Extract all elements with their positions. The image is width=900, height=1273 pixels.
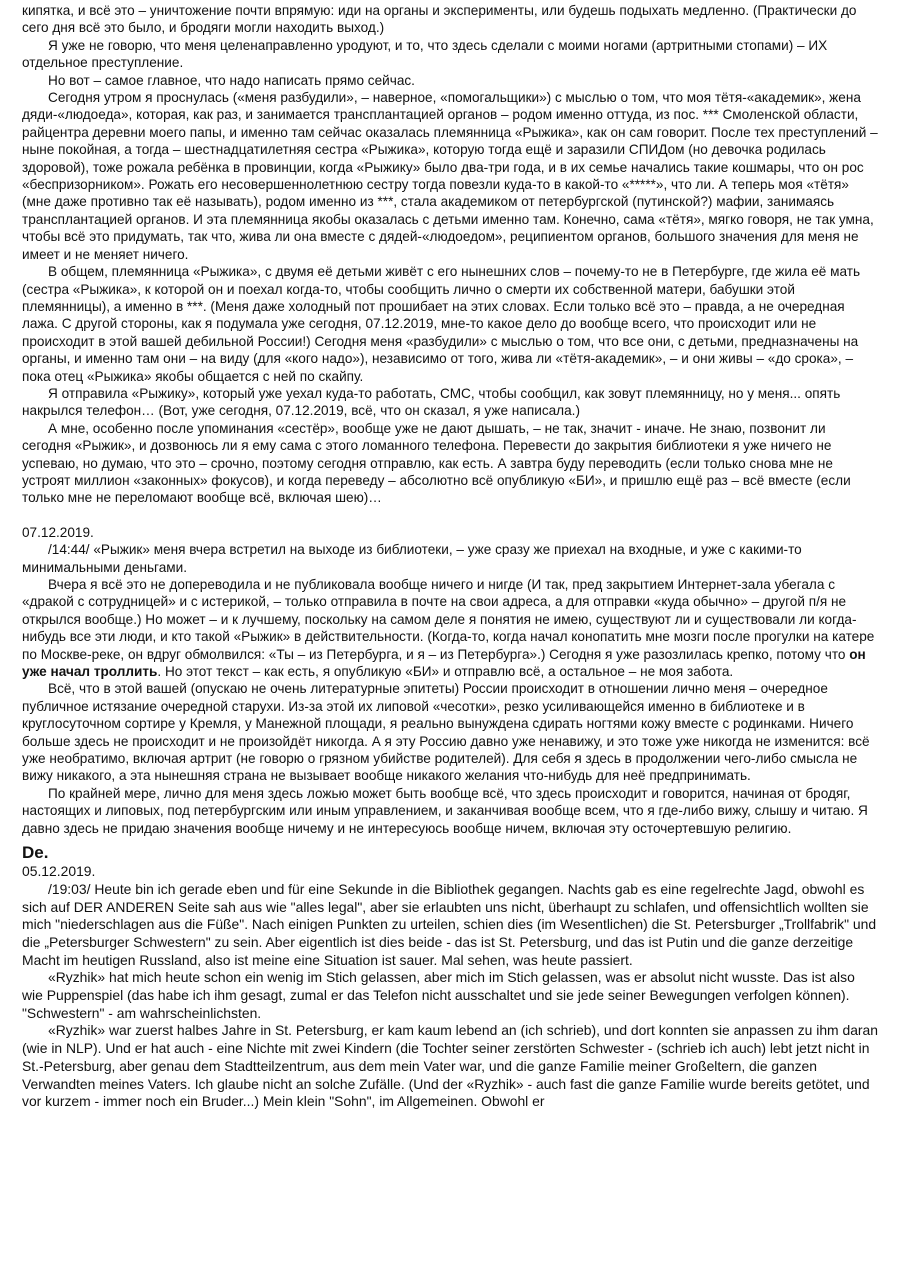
paragraph-ru-1: кипятка, и всё это – уничтожение почти впрямую: иди на органы и эксперименты, или будешь подыхать медленно. (Практически до сего дня всё это было, и бродяги могли находить выход.) (22, 3, 857, 36)
section-heading-de: De. (22, 843, 49, 863)
paragraph-ru-9-bold: он уже начал троллить (22, 646, 866, 680)
paragraph-ru-3: Но вот – самое главное, что надо написать прямо сейчас. (48, 72, 415, 88)
paragraph-ru-6: Я отправила «Рыжику», который уже уехал куда-то работать, СМС, чтобы сообщил, как зовут племянницу, но у меня... опять накрылся телефон… (Вот, уже сегодня, 07.12.2019, всё, что он сказал, я уже написала.) (22, 385, 841, 419)
date-entry-ru: 07.12.2019. (22, 524, 94, 540)
paragraph-de-2: «Ryzhik» hat mich heute schon ein wenig im Stich gelassen, aber mich im Stich gelassen, was er absolut nicht wusste. Das ist also wie Puppenspiel (das habe ich ihm gesagt, zumal er das Telefon nicht ausschaltet und sie jede seiner Bewegungen verfolgen können). "Schwestern" - am wahrscheinlichsten. (22, 969, 855, 1021)
paragraph-gap (22, 507, 878, 524)
paragraph-ru-7: А мне, особенно после упоминания «сестёр», вообще уже не дают дышать, – не так, значит - иначе. Не знаю, позвонит ли сегодня «Рыжик», и дозвонюсь ли я ему сама с этого ломанного телефона. Перевести до закрытия библиотеки я уже ничего не успеваю, но думаю, что это – срочно, поэтому сегодня отправлю, как есть. А завтра буду переводить (если только снова мне не устроят миллион «законных» фокусов), и когда переведу – абсолютно всё опубликую «БИ», и пришлю ещё раз – всё вместе (если только мне не переломают вообще всё, включая шею)… (22, 420, 851, 506)
paragraph-ru-11: По крайней мере, лично для меня здесь ложью может быть вообще всё, что здесь происходит и говорится, начиная от бродяг, настоящих и липовых, под петербургским или иным управлением, и заканчивая вообще всем, что я где-либо вижу, слышу и читаю. Я давно здесь не придаю значения вообще ничему и не интересуюсь вообще ничем, включая эту осточертевшую религию. (22, 785, 868, 836)
paragraph-ru-9-text-c: . Но этот текст – как есть, я опубликую «БИ» и отправлю всё, а остальное – не моя забота. (157, 664, 734, 680)
paragraph-ru-2: Я уже не говорю, что меня целенаправленно уродуют, и то, что здесь сделали с моими ногами (артритными стопами) – ИХ отдельное преступление. (22, 37, 828, 71)
paragraph-ru-10: Всё, что в этой вашей (опускаю не очень литературные эпитеты) России происходит в отношении лично меня – очередное публичное истязание очередной старухи. Из-за этой их липовой «чесотки», резко усиливающейся именно в библиотеке и в круглосуточном сортире у Кремля, у Манежной площади, я реально вынуждена сдирать ногтями кожу вместе с родинками. Ничего больше здесь не происходит и не произойдёт никогда. А я эту Россию давно уже ненавижу, и это тоже уже никогда не изменится: всё уже необратимо, включая артрит (не говорю о грязном убийстве родителей). Для себя я здесь в продолжении чего-либо смысла не вижу никакого, а эта нынешняя страна не вызывает вообще никакого желания что-нибудь для неё предпринимать. (22, 681, 870, 784)
paragraph-ru-9 (22, 576, 878, 680)
paragraph-ru-9-text-a: Вчера я всё это не допереводила и не публиковала вообще ничего и нигде (И так, пред закрытием Интернет-зала убегала с «дракой с сотрудницей» и с истерикой, – только отправила в почте на свои адреса, а для отправки «куда обычно» – другой п/я не открылся вообще.) Но может – и к лучшему, поскольку на самом деле я понятия не имею, существуют ли и существовали ли когда-нибудь все эти люди, и кто такой «Рыжик» в действительности. (Когда-то, когда начал конопатить мне мозги после прогулки на катере по Москве-реке, он вдруг обмолвился: «Ты – из Петербурга, и я – из Петербурга».) Сегодня я уже разозлилась крепко, потому что (22, 577, 875, 662)
paragraph-ru-4: Сегодня утром я проснулась («меня разбудили», – наверное, «помогальщики») с мыслью о том, что моя тётя-«академик», жена дяди-«людоеда», которая, как раз, и занимается трансплантацией органов – родом именно оттуда, из пос. *** Смоленской области, райцентра деревни моего папы, и именно там сейчас оказалась племянница «Рыжика», как он сам говорит. После тех преступлений – ныне покойная, а тогда – шестнадцатилетняя сестра «Рыжика», которую тогда ещё и заразили СПИДом (но девочка родилась здоровой), тоже рожала ребёнка в провинции, когда «Рыжику» было два-три года, и в их семье начались такие кошмары, что он рос «беспризорником». Рожать его несовершеннолетнюю сестру тогда повезли куда-то в какой-то «*****», что ли. А теперь моя «тётя» (мне даже противно так её называть), родом именно из ***, стала академиком от петербургской (путинской?) мафии, занимаясь трансплантацией органов. И эта племянница якобы оказалась с детьми именно там. Конечно, сама «тётя», мягко говоря, не так умна, чтобы всё это придумать, так что, жива ли она вместе с дядей-«людоедом», реципиентом органов, большого значения для меня не имеет и не меняет ничего. (22, 90, 878, 262)
paragraph-ru-5: В общем, племянница «Рыжика», с двумя её детьми живёт с его нынешних слов – почему-то не в Петербурге, где жила её мать (сестра «Рыжика», к которой он и поехал когда-то, чтобы сообщить лично о смерти их собственной матери, бабушки этой племянницы), а именно в ***. (Меня даже холодный пот прошибает на этих словах. Если только всё это – правда, а не очередная лажа. С другой стороны, как я подумала уже сегодня, 07.12.2019, мне-то какое дело до вообще всего, что происходит или не происходит в этой вашей дебильной России!) Сегодня меня «разбудили» с мыслью о том, что все они, с детьми, предназначены на органы, и именно там они – на виду (для «кого надо»), независимо от того, жива ли «тётя-академик», – и они живы – «до срока», – пока отец «Рыжика» якобы общается с ней по скайпу. (22, 264, 861, 384)
paragraph-de-1: /19:03/ Heute bin ich gerade eben und für eine Sekunde in die Bibliothek gegangen. Nachts gab es eine regelrechte Jagd, obwohl es sich auf DER ANDEREN Seite sah aus wie "alles legal", aber sie erlaubten uns nicht, überhaupt zu schlafen, und offensichtlich wollten sie mich "niederschlagen aus die Füße". Nach einigen Punkten zu urteilen, schien dies (im Wesentlichen) die St. Petersburger „Trollfabrik" und die „Petersburger Schwestern" zu sein. Aber eigentlich ist dies beide - das ist St. Petersburg, und das ist Putin und die ganze derzeitige Macht im heutigen Russland, also ist meine eine Situation ist sauer. Mal sehen, was heute passiert. (22, 880, 877, 968)
paragraph-ru-8: /14:44/ «Рыжик» меня вчера встретил на выходе из библиотеки, – уже сразу же приехал на входные, и уже с какими-то минимальными деньгами. (22, 542, 802, 575)
date-entry-de: 05.12.2019. (22, 863, 96, 880)
paragraph-de-3: «Ryzhik» war zuerst halbes Jahre in St. Petersburg, er kam kaum lebend an (ich schrieb), und dort konnten sie anpassen zu ihm daran (wie in NLP). Und er hat auch - eine Nichte mit zwei Kindern (die Tochter seiner zerstörten Schwester - (schrieb ich auch) lebt jetzt nicht in St.-Petersburg, aber genau dem Stadtteilzentrum, aus dem mein Vater war, und die ganze Familie meiner Großeltern, die ganzen Verwandten meines Vaters. Ich glaube nicht an solche Zufälle. (Und der «Ryzhik» - auch fast die ganze Familie wurde bereits getötet, und vor kurzem - immer noch ein Bruder...) Mein klein "Sohn", im Allgemeinen. Obwohl er (22, 1022, 879, 1110)
section-de (22, 863, 878, 1111)
